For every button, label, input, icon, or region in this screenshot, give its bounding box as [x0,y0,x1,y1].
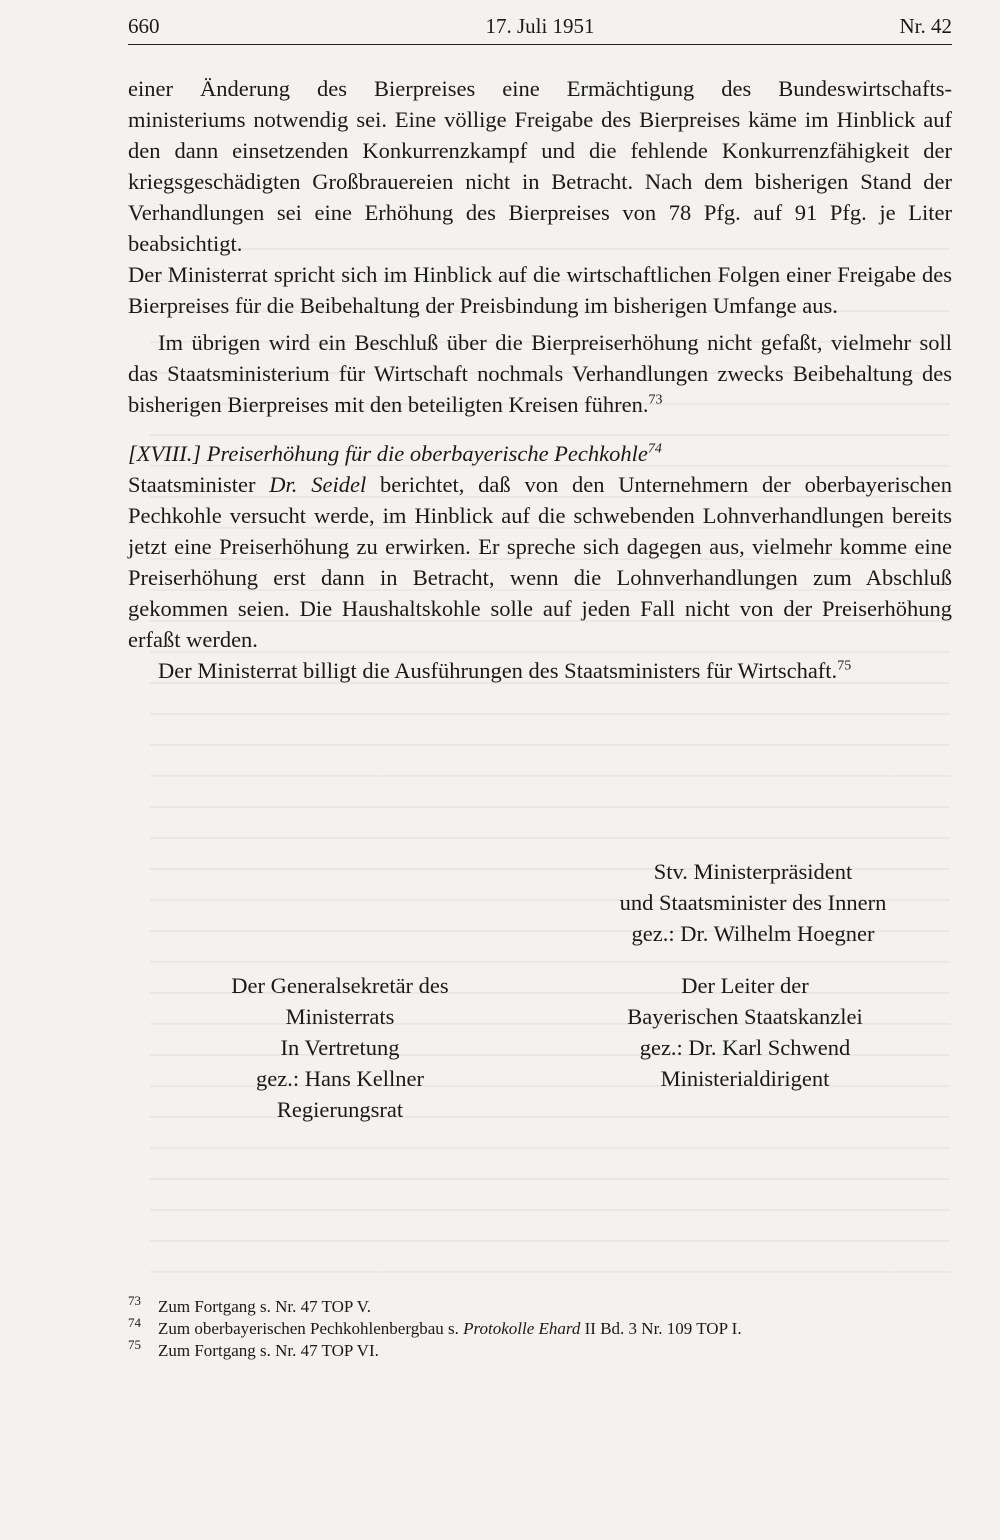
signature-line: gez.: Hans Kellner [255,1066,425,1091]
footnote-73: 73 Zum Fortgang s. Nr. 47 TOP V. [128,1293,372,1316]
issue-number: Nr. 42 [899,14,952,38]
signature-line: In Vertretung [280,1035,400,1060]
signature-line: Ministerrats [285,1004,395,1029]
footnote-text: Zum Fortgang s. Nr. 47 TOP V. [158,1297,372,1316]
footnote-italic: Protokolle Ehard [463,1319,581,1338]
footnote-75: 75 Zum Fortgang s. Nr. 47 TOP VI. [128,1337,379,1360]
paragraph-4-start: Staatsminister [128,472,270,497]
signature-line: Der Leiter der [681,973,809,998]
paragraph-1-continued: ministeriums notwendig sei. Eine völlige Freigabe des Bierpreises käme im Hinblick auf den dann einsetzenden Konkurrenzkampf und die fehlende Konkurrenzfähigkeit der kriegsgeschädigten Großbrauereien nicht in Betracht. Nach dem bisherigen Stand der Verhandlungen sei eine Erhöhung des Bierpreises von 78 Pfg. auf 91 Pfg. je Liter beabsichtigt. [128,107,952,256]
speaker-name: Dr. Seidel [269,472,367,497]
footnote-ref-75: 75 [837,658,852,674]
signature-line: und Staatsminister des Innern [619,890,887,915]
header-date: 17. Juli 1951 [485,14,595,38]
footnotes [128,1293,952,1362]
signature-line: Stv. Ministerpräsident [653,859,853,884]
paragraph-5-text: Der Ministerrat billigt die Ausführungen des Staatsministers für Wirtschaft. [158,658,838,683]
main-text [128,73,952,686]
paragraph-3-text: Im übrigen wird ein Beschluß über die Bierpreiserhöhung nicht gefaßt, vielmehr soll das Staatsministerium für Wirtschaft nochmals Verhandlungen zwecks Beibehaltung des bisherigen Bierpreises mit den beteiligten Kreisen führen. [128,330,952,417]
paragraph-1 [128,73,952,104]
paragraph-4 [128,469,952,655]
section-title: Preiserhöhung für die oberbayerische Pechkohle [206,441,648,466]
signature-block-right [590,970,900,1094]
paragraph-3 [128,327,952,420]
signature-line: Bayerischen Staatskanzlei [627,1004,863,1029]
section-number: [XVIII.] [128,441,202,466]
footnote-74: 74 Zum oberbayerischen Pechkohlenbergbau s. Protokolle Ehard II Bd. 3 Nr. 109 TOP I. [128,1315,742,1338]
paragraph-4-text: berichtet, daß von den Unternehmern der oberbayerischen Pechkohle versucht werde, im Hinblick auf die schwebenden Lohnverhandlungen bereits jetzt eine Preiserhöhung zu erwirken. Er spreche sich dagegen aus, vielmehr komme eine Preiserhöhung erst dann in Betracht, wenn die Lohnverhandlungen zum Abschluß gekommen seien. Die Haushaltskohle solle auf jeden Fall nicht von der Preiserhöhung erfaßt werden. [128,472,952,652]
signature-block-left [190,970,490,1125]
signature-block-top [578,856,928,949]
footnote-text-end: II Bd. 3 Nr. 109 TOP I. [580,1319,742,1338]
paragraph-5 [128,655,952,686]
footnote-text: Zum oberbayerischen Pechkohlenbergbau s. [158,1319,464,1338]
signature-line: Ministerialdirigent [660,1066,830,1091]
signature-line: gez.: Dr. Wilhelm Hoegner [631,921,875,946]
signature-line: Der Generalsekretär des [231,973,449,998]
paragraph-2: Der Ministerrat spricht sich im Hinblick auf die wirtschaftlichen Folgen einer Freigabe des Bierpreises für die Beibehaltung der Preisbindung im bisherigen Umfange aus. [128,262,952,318]
running-header [128,10,952,45]
footnote-ref-74: 74 [647,441,662,457]
footnote-text: Zum Fortgang s. Nr. 47 TOP VI. [158,1341,379,1360]
paragraph-1-line-1: einer Änderung des Bierpreises eine Ermächtigung des Bundeswirtschafts- [128,76,952,101]
signature-line: Regierungsrat [276,1097,404,1122]
footnote-ref-73: 73 [648,392,663,408]
page-number: 660 [128,14,160,38]
section-heading [128,438,952,469]
signature-line: gez.: Dr. Karl Schwend [639,1035,851,1060]
